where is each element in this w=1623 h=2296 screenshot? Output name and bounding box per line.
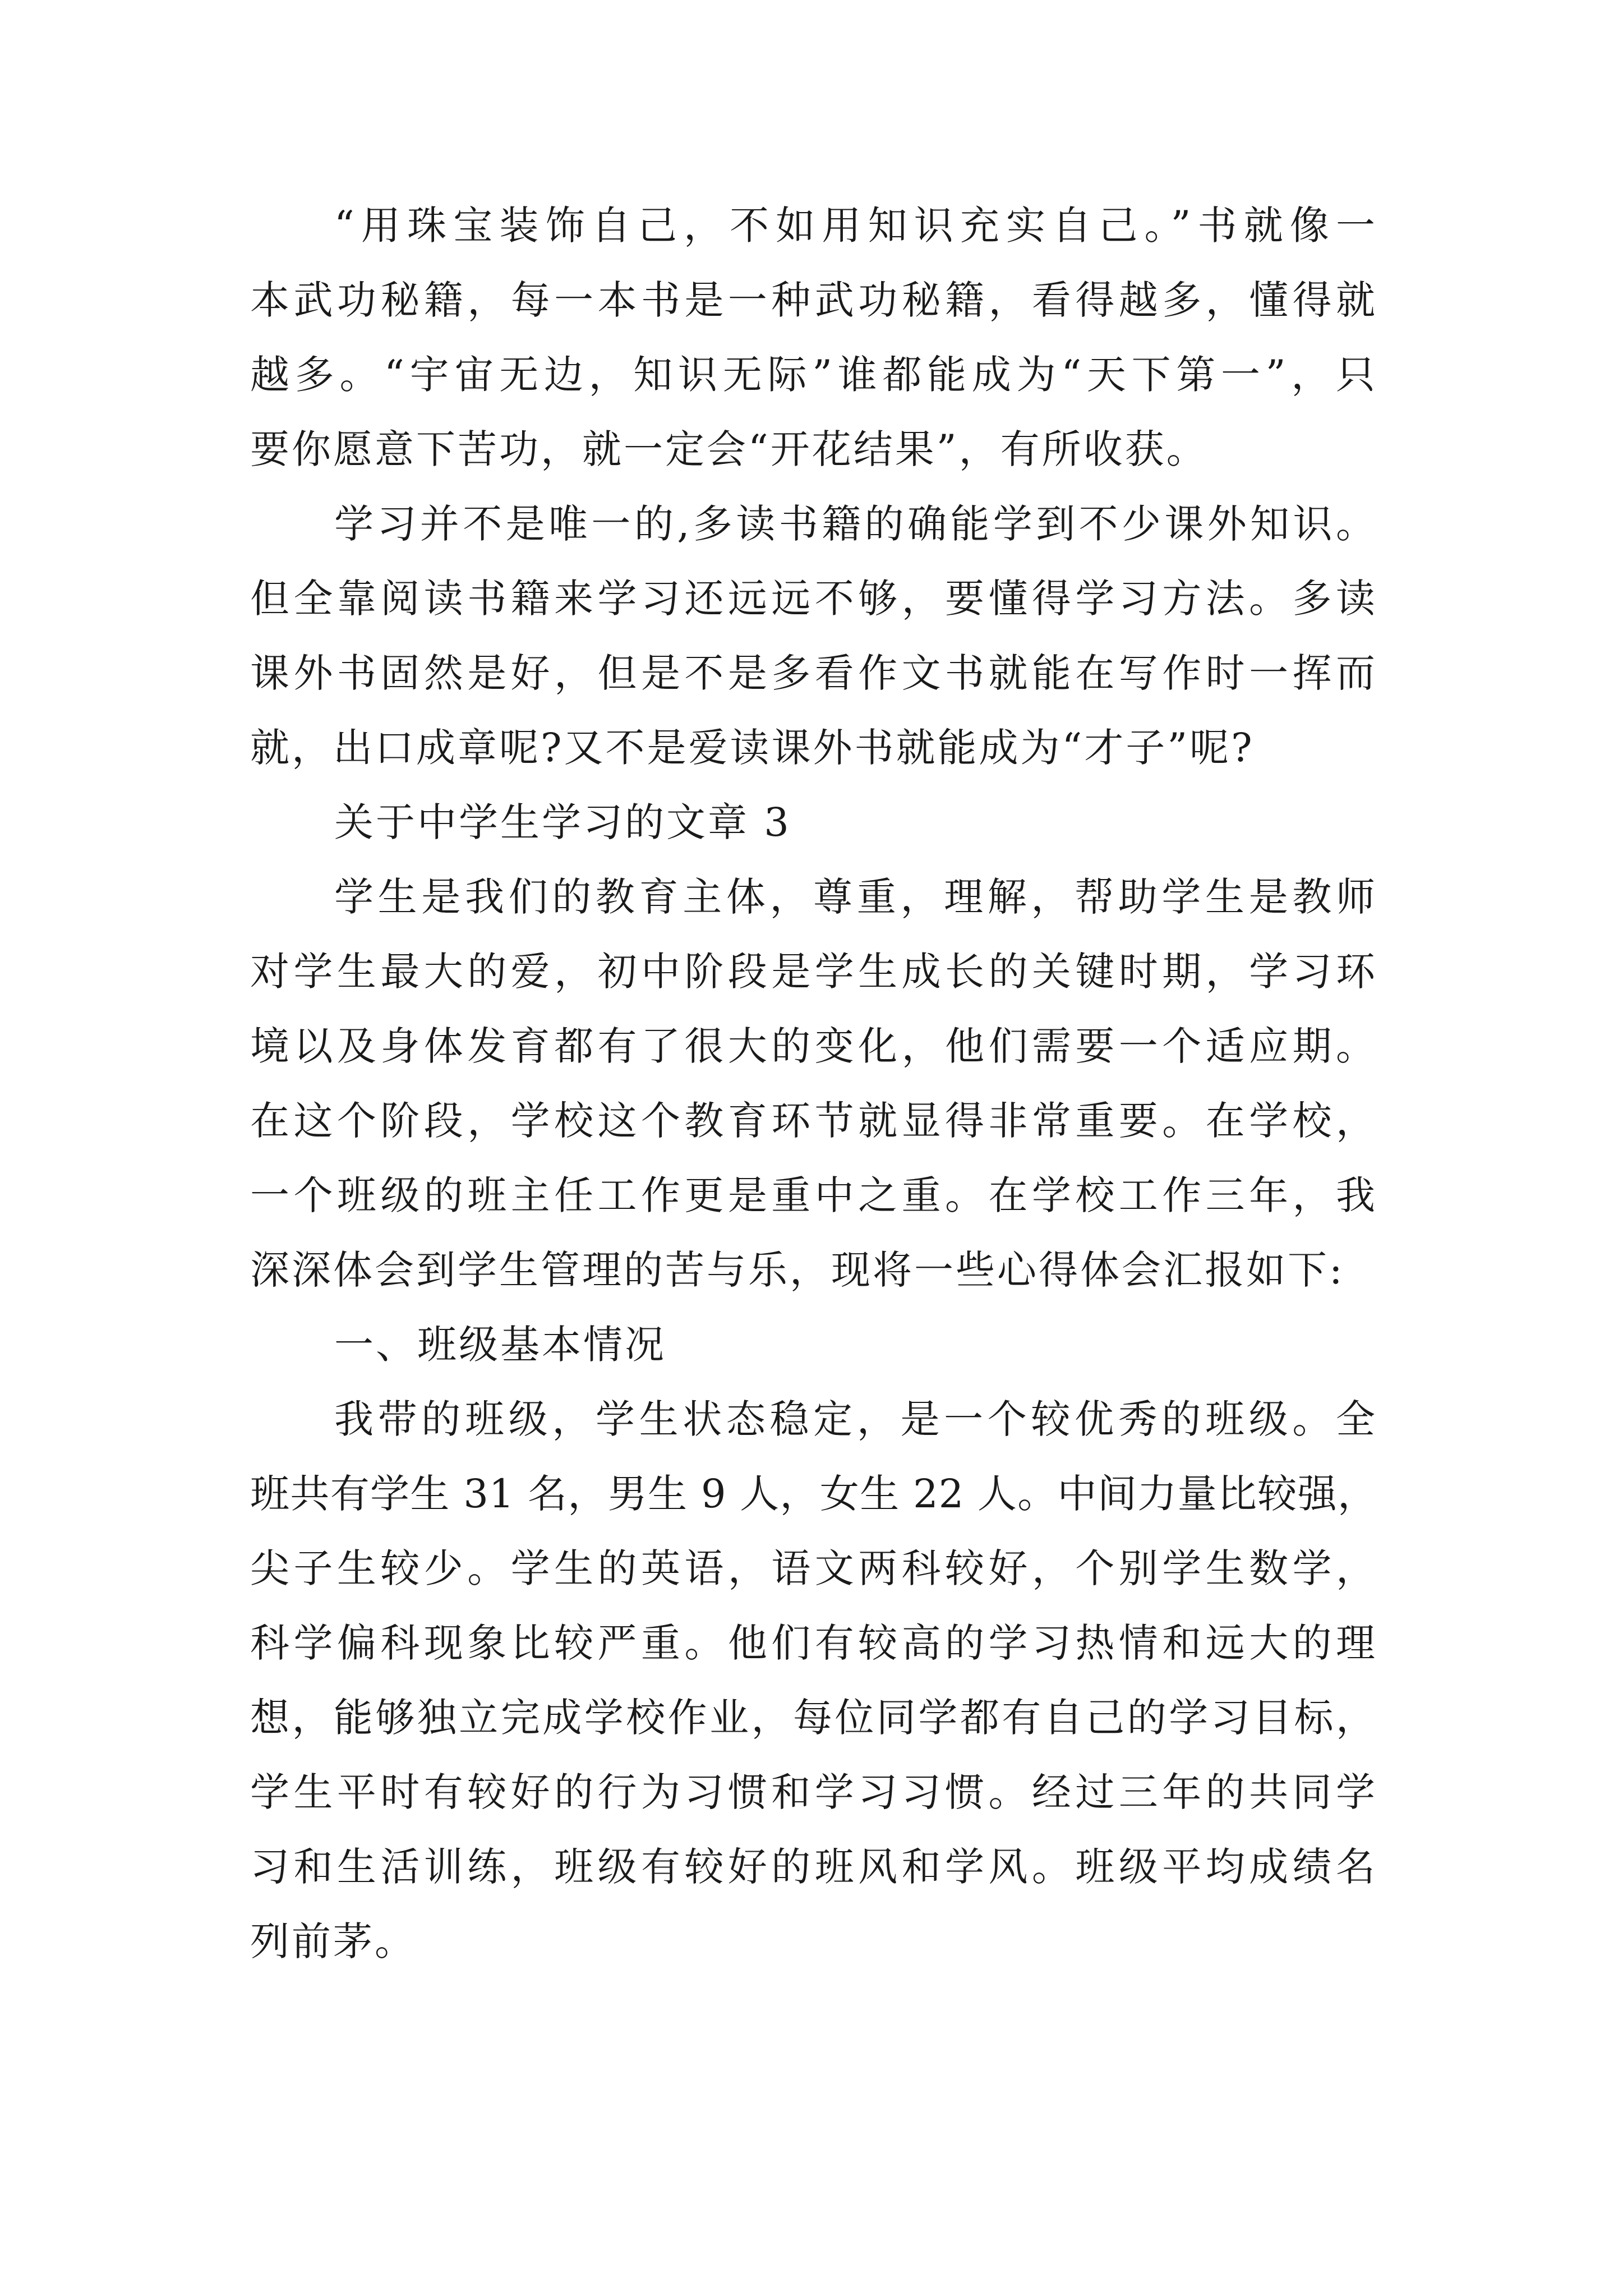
text-line: 境以及身体发育都有了很大的变化，他们需要一个适应期。 [250, 1023, 1377, 1069]
text-line: 学生是我们的教育主体，尊重，理解，帮助学生是教师 [334, 874, 1377, 920]
text-line: 深深体会到学生管理的苦与乐，现将一些心得体会汇报如下: [250, 1247, 1345, 1293]
text-line: 就，出口成章呢?又不是爱读课外书就能成为“才子”呢? [250, 725, 1255, 771]
text-line: 在这个阶段，学校这个教育环节就显得非常重要。在学校， [250, 1098, 1377, 1144]
text-line: 学习并不是唯一的,多读书籍的确能学到不少课外知识。 [334, 501, 1377, 547]
text-line: 列前茅。 [250, 1918, 416, 1964]
text-line: 对学生最大的爱，初中阶段是学生成长的关键时期，学习环 [250, 949, 1377, 995]
text-line: 一、班级基本情况 [334, 1322, 666, 1368]
text-line: 班共有学生 31 名，男生 9 人，女生 22 人。中间力量比较强， [250, 1471, 1377, 1517]
text-line: 科学偏科现象比较严重。他们有较高的学习热情和远大的理 [250, 1620, 1377, 1666]
text-line: 但全靠阅读书籍来学习还远远不够，要懂得学习方法。多读 [250, 576, 1377, 622]
text-line: “用珠宝装饰自己，不如用知识充实自己。”书就像一 [334, 203, 1377, 249]
text-line: 关于中学生学习的文章 3 [334, 799, 791, 845]
text-line: 要你愿意下苦功，就一定会“开花结果”，有所收获。 [250, 426, 1208, 472]
text-line: 习和生活训练，班级有较好的班风和学风。班级平均成绩名 [250, 1844, 1377, 1890]
text-line: 想，能够独立完成学校作业，每位同学都有自己的学习目标， [250, 1695, 1377, 1741]
document-body [250, 188, 1377, 1979]
text-line: 尖子生较少。学生的英语，语文两科较好，个别学生数学， [250, 1545, 1377, 1591]
text-line: 我带的班级，学生状态稳定，是一个较优秀的班级。全 [334, 1396, 1377, 1442]
text-line: 课外书固然是好，但是不是多看作文书就能在写作时一挥而 [250, 650, 1377, 696]
text-line: 越多。“宇宙无边，知识无际”谁都能成为“天下第一”，只 [250, 352, 1377, 398]
text-line: 一个班级的班主任工作更是重中之重。在学校工作三年，我 [250, 1172, 1377, 1218]
text-line: 学生平时有较好的行为习惯和学习习惯。经过三年的共同学 [250, 1769, 1377, 1815]
text-line: 本武功秘籍，每一本书是一种武功秘籍，看得越多，懂得就 [250, 277, 1377, 323]
